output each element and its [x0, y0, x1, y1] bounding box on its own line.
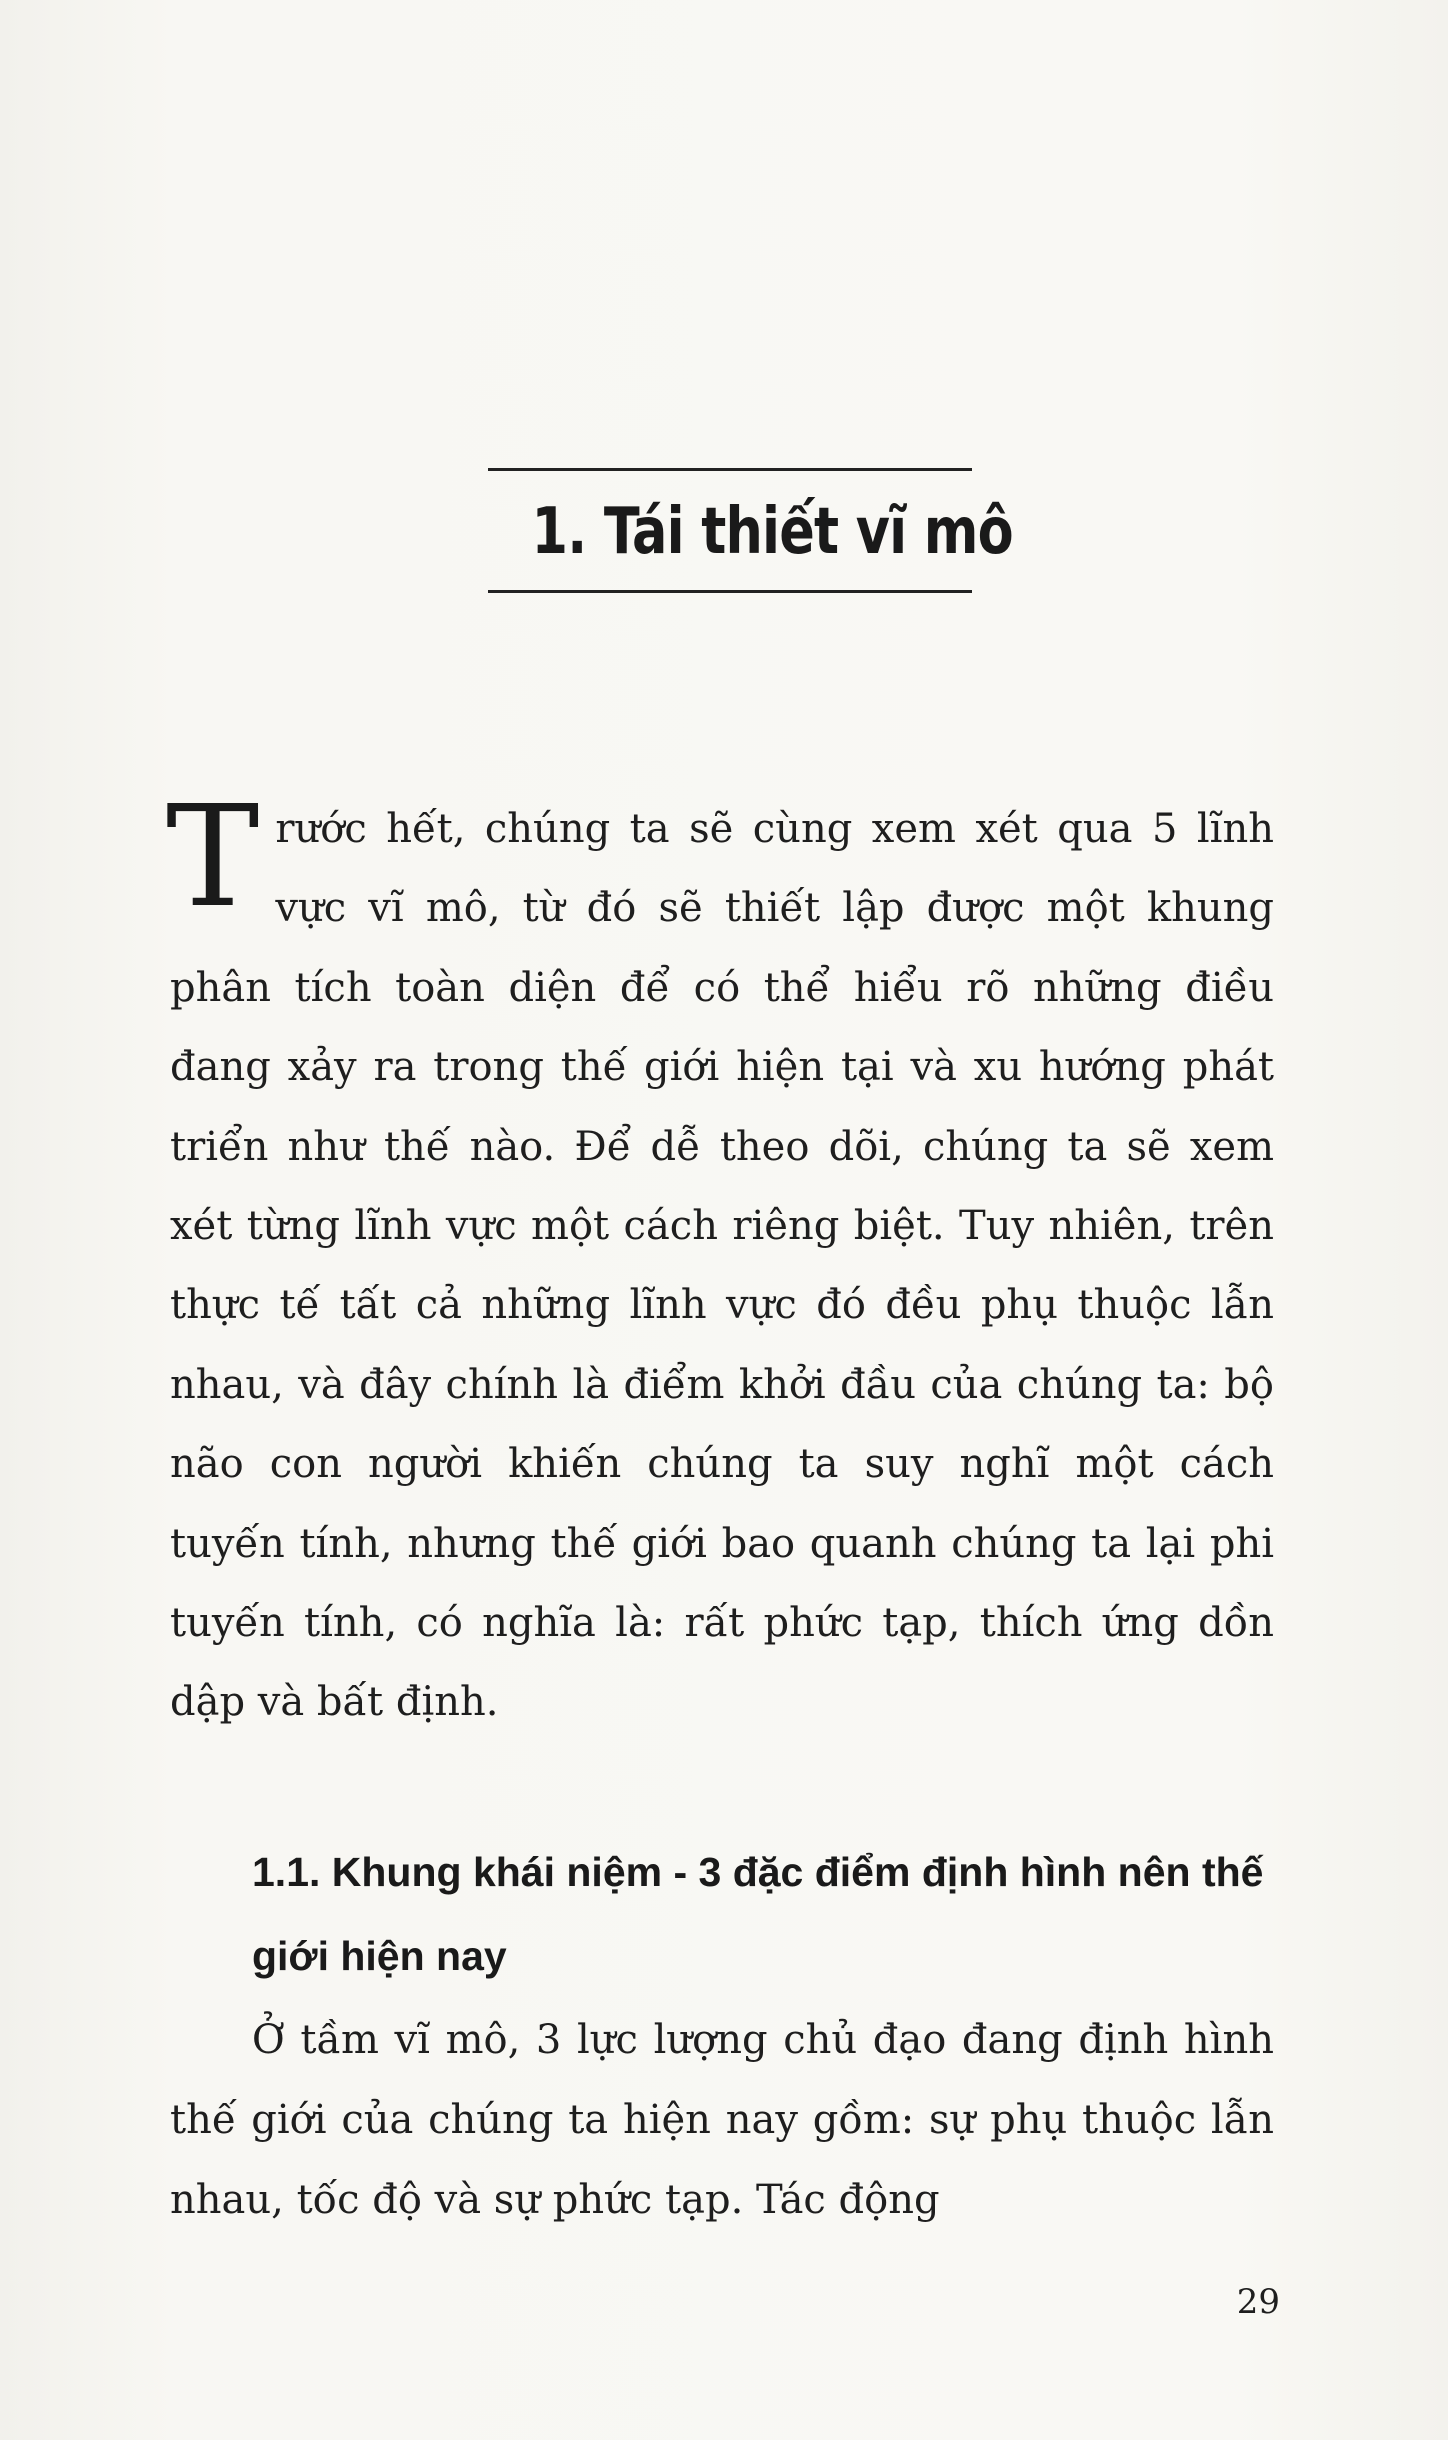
- section-heading: 1.1. Khung khái niệm - 3 đặc điểm định hình nên thế giới hiện nay: [252, 1849, 1264, 1979]
- title-rule-bottom: [488, 590, 972, 593]
- intro-paragraph: [166, 776, 1274, 1743]
- drop-cap: T: [166, 776, 260, 939]
- chapter-title-block: [488, 468, 1013, 594]
- page-number: 29: [1236, 2282, 1280, 2322]
- section-paragraph: Ở tầm vĩ mô, 3 lực lượng chủ đạo đang định hình thế giới của chúng ta hiện nay gồm: sự phụ thuộc lẫn nhau, tốc độ và sự phức tạp. Tác động: [170, 2017, 1274, 2223]
- intro-text: rước hết, chúng ta sẽ cùng xem xét qua 5 lĩnh vực vĩ mô, từ đó sẽ thiết lập được một khung phân tích toàn diện để có thể hiểu rõ những điều đang xảy ra trong thế giới hiện tại và xu hướng phát triển như thế nào. Để dễ theo dõi, chúng ta sẽ xem xét từng lĩnh vực một cách riêng biệt. Tuy nhiên, trên thực tế tất cả những lĩnh vực đó đều phụ thuộc lẫn nhau, và đây chính là điểm khởi đầu của chúng ta: bộ não con người khiến chúng ta suy nghĩ một cách tuyến tính, nhưng thế giới bao quanh chúng ta lại phi tuyến tính, có nghĩa là: rất phức tạp, thích ứng dồn dập và bất định.: [170, 806, 1274, 1726]
- chapter-title: 1. Tái thiết vĩ mô: [531, 495, 1013, 569]
- title-rule-top: [488, 468, 972, 471]
